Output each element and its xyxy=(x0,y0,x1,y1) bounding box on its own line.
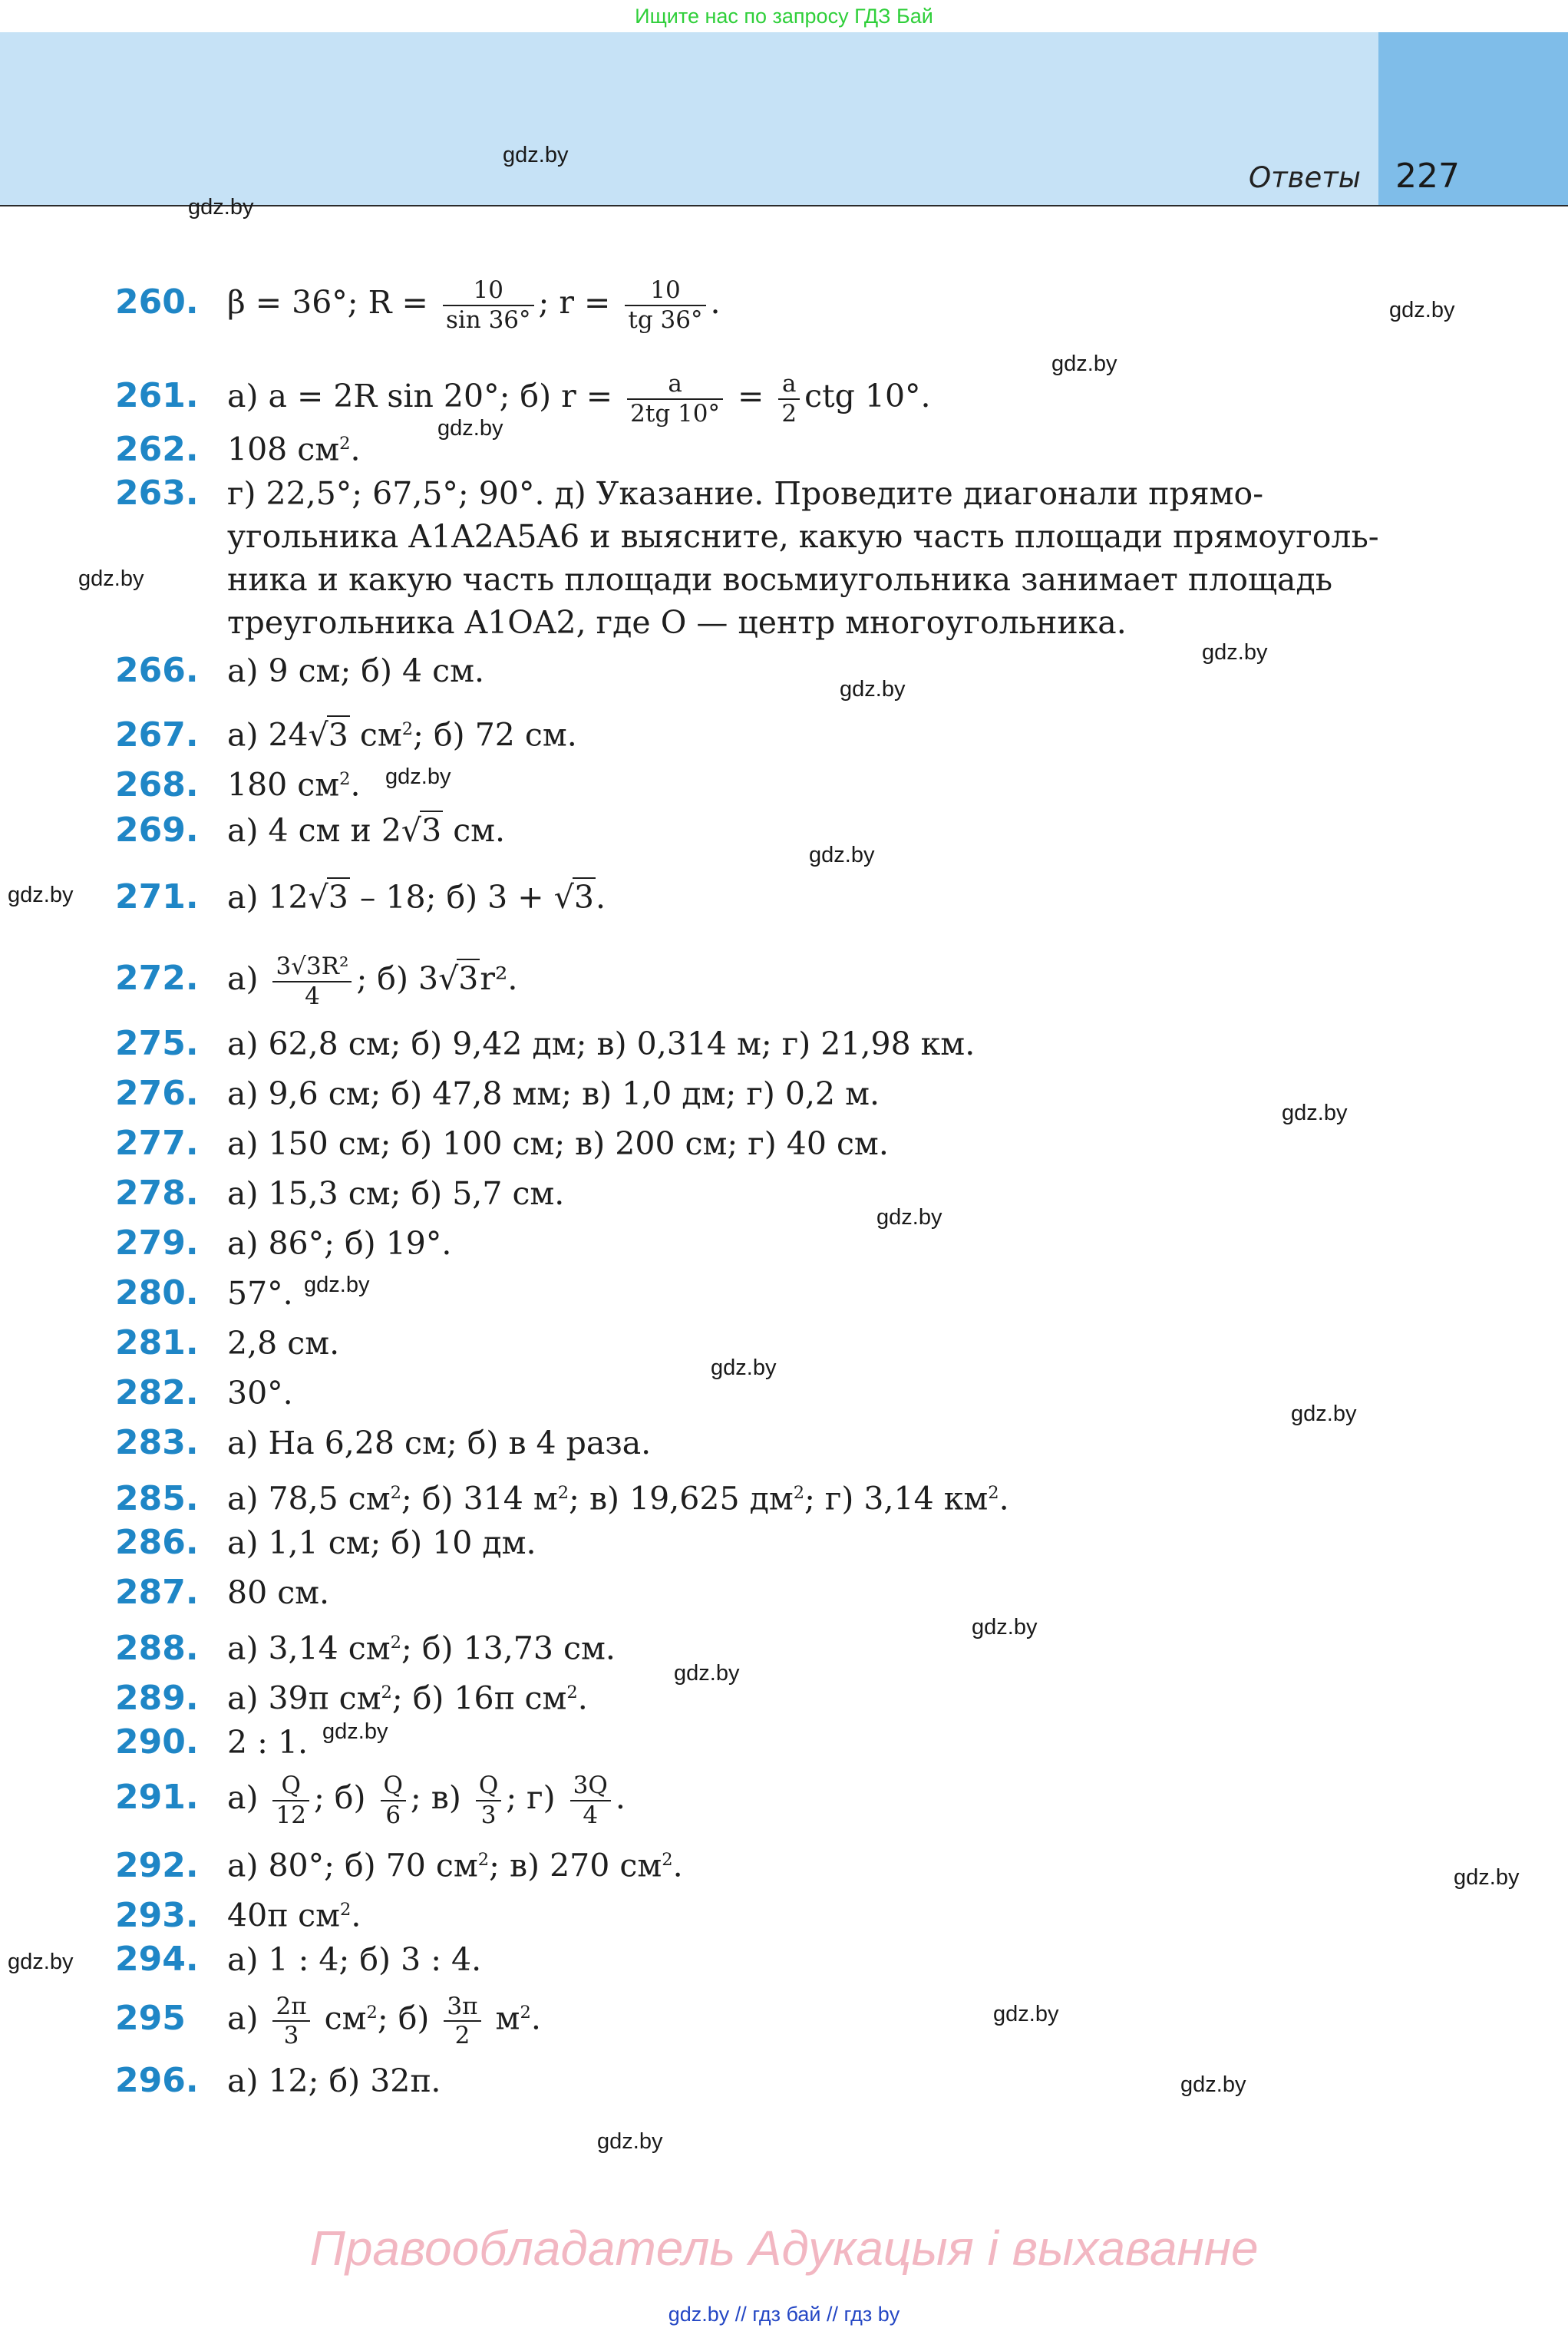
answer-number: 289. xyxy=(115,1678,199,1718)
header-band xyxy=(0,32,1378,206)
answer-number: 278. xyxy=(115,1174,199,1213)
watermark: gdz.by xyxy=(1282,1101,1348,1125)
answer-288: 288. а) 3,14 $см^2$; б) 13,73 см. xyxy=(115,1621,1420,1670)
answer-number: 281. xyxy=(115,1323,199,1362)
answer-275: 275. а) 62,8 см; б) 9,42 дм; в) 0,314 м; г) 21,98 км. xyxy=(115,1022,1420,1065)
answer-290: 290. 2 : 1. xyxy=(115,1721,1420,1764)
watermark: gdz.by xyxy=(304,1273,370,1297)
watermark: gdz.by xyxy=(711,1356,777,1380)
answer-number: 267. xyxy=(115,715,199,755)
watermark: gdz.by xyxy=(1291,1402,1357,1426)
answer-number: 272. xyxy=(115,959,199,999)
answer-289: 289. а) 39π $см^2$; б) 16π $см^2$. xyxy=(115,1671,1420,1720)
answer-285: 285. а) 78,5 $см^2$; б) 314 $м^2$; в) 19,625 $дм^2$; г) 3,14 $км^2$. xyxy=(115,1471,1420,1521)
answer-291: 291. а) $\frac{Q}{12}$ ; б) $\frac{Q}{6}$ ; в) $\frac{Q}{3}$ ; г) $\frac{3Q}{4}$ . xyxy=(115,1772,626,1829)
answer-number: 294. xyxy=(115,1940,199,1979)
answer-267: 267. а) 24√3 $см^2$; б) 72 см. xyxy=(115,708,1420,757)
answer-263: 263. г) 22,5°; 67,5°; 90°. д) Указание. Проведите диагонали прямо- угольника A1A2A5A6 и выясните, какую часть площади прямоуголь- ника и какую часть площади восьмиугольника занимает площадь треугольника A1OA2, где O — центр многоугольника. xyxy=(115,474,1379,641)
answer-number: 275. xyxy=(115,1024,199,1063)
answer-number: 288. xyxy=(115,1628,199,1668)
answer-283: 283. а) На 6,28 см; б) в 4 раза. xyxy=(115,1422,1420,1465)
watermark: gdz.by xyxy=(809,843,875,867)
answer-276: 276. а) 9,6 см; б) 47,8 мм; в) 1,0 дм; г) 0,2 м. xyxy=(115,1072,1420,1115)
answer-number: 271. xyxy=(115,877,199,916)
watermark: gdz.by xyxy=(503,143,569,167)
answer-293: 293. 40π $см^2$. xyxy=(115,1888,1420,1937)
answer-295: 295 а) $\frac{2\pi}{3}$ $см^2$; б) $\frac{3\pi}{2}$ $м^2$. xyxy=(115,1992,541,2050)
watermark: gdz.by xyxy=(437,416,503,441)
answer-279: 279. а) 86°; б) 19°. xyxy=(115,1222,1420,1265)
answer-260: 260. β = 36°; R = $\frac{10}{\sin 36^\circ}$ ; r = $\frac{10}{tg 36^\circ}$ . xyxy=(115,276,721,334)
watermark: gdz.by xyxy=(1389,298,1455,322)
answer-number: 290. xyxy=(115,1722,199,1762)
answer-number: 261. xyxy=(115,376,199,416)
watermark: gdz.by xyxy=(1051,352,1117,376)
answer-268: 268. 180 $см^2$. xyxy=(115,758,1420,807)
answer-287: 287. 80 см. xyxy=(115,1571,1420,1614)
search-hint-banner: Ищите нас по запросу ГДЗ Бай xyxy=(0,0,1568,32)
answer-number: 277. xyxy=(115,1124,199,1163)
answer-292: 292. а) 80°; б) 70 $см^2$; в) 270 $см^2$. xyxy=(115,1838,1420,1887)
answer-262: 262. 108 $см^2$. xyxy=(115,422,1420,471)
watermark: gdz.by xyxy=(1202,640,1268,665)
watermark: gdz.by xyxy=(78,566,144,591)
answer-269: 269. а) 4 см и 2√3 см. xyxy=(115,809,1420,852)
answer-281: 281. 2,8 см. xyxy=(115,1322,1420,1365)
watermark: gdz.by xyxy=(1454,1865,1520,1890)
answer-number: 260. xyxy=(115,282,199,322)
answer-number: 279. xyxy=(115,1223,199,1263)
watermark: gdz.by xyxy=(674,1661,740,1686)
watermark: gdz.by xyxy=(972,1615,1038,1640)
answer-number: 292. xyxy=(115,1845,199,1885)
copyright-notice: Правообладатель Адукацыя і выхаванне xyxy=(309,2221,1259,2276)
answer-278: 278. а) 15,3 см; б) 5,7 см. xyxy=(115,1172,1420,1215)
answer-number: 268. xyxy=(115,764,199,804)
answer-number: 269. xyxy=(115,811,199,850)
answer-number: 285. xyxy=(115,1478,199,1518)
answer-number: 263. xyxy=(115,474,199,513)
answer-number: 266. xyxy=(115,651,199,690)
answer-282: 282. 30°. xyxy=(115,1372,1420,1415)
watermark: gdz.by xyxy=(322,1719,388,1744)
answer-number: 276. xyxy=(115,1074,199,1113)
watermark: gdz.by xyxy=(1180,2072,1246,2097)
answer-number: 293. xyxy=(115,1895,199,1935)
answer-number: 296. xyxy=(115,2061,199,2100)
answer-number: 262. xyxy=(115,429,199,469)
answer-number: 283. xyxy=(115,1423,199,1462)
watermark: gdz.by xyxy=(876,1205,942,1230)
watermark: gdz.by xyxy=(8,1950,74,1974)
answer-number: 295 xyxy=(115,1998,186,2038)
answer-272: 272. а) $\frac{\text{3√3R²}}{4}$ ; б) 3√3r². xyxy=(115,953,518,1010)
answer-286: 286. а) 1,1 см; б) 10 дм. xyxy=(115,1521,1420,1564)
answer-number: 282. xyxy=(115,1373,199,1412)
answer-261: 261. а) a = 2R sin 20°; б) r = $\frac{a}{2tg 10^\circ}$ = $\frac{a}{2}$ ctg 10°. xyxy=(115,370,931,428)
watermark: gdz.by xyxy=(8,883,74,907)
page-number: 227 xyxy=(1395,157,1460,196)
answer-number: 287. xyxy=(115,1573,199,1612)
watermark: gdz.by xyxy=(840,677,906,702)
footer-links[interactable]: gdz.by // гдз бай // гдз by xyxy=(668,2303,900,2326)
answer-277: 277. а) 150 см; б) 100 см; в) 200 см; г) 40 см. xyxy=(115,1122,1420,1165)
watermark: gdz.by xyxy=(188,195,254,220)
answer-266: 266. а) 9 см; б) 4 см. xyxy=(115,649,1420,692)
watermark: gdz.by xyxy=(597,2129,663,2154)
section-title: Ответы xyxy=(1248,161,1361,194)
answer-number: 280. xyxy=(115,1273,199,1313)
answer-280: 280. 57°. xyxy=(115,1272,1420,1315)
answer-296: 296. а) 12; б) 32π. xyxy=(115,2059,1420,2102)
answer-number: 286. xyxy=(115,1523,199,1562)
answer-271: 271. а) 12√3 – 18; б) 3 + √3. xyxy=(115,876,1420,919)
watermark: gdz.by xyxy=(385,764,451,789)
watermark: gdz.by xyxy=(993,2002,1059,2026)
answer-294: 294. а) 1 : 4; б) 3 : 4. xyxy=(115,1938,1420,1981)
answer-number: 291. xyxy=(115,1778,199,1818)
